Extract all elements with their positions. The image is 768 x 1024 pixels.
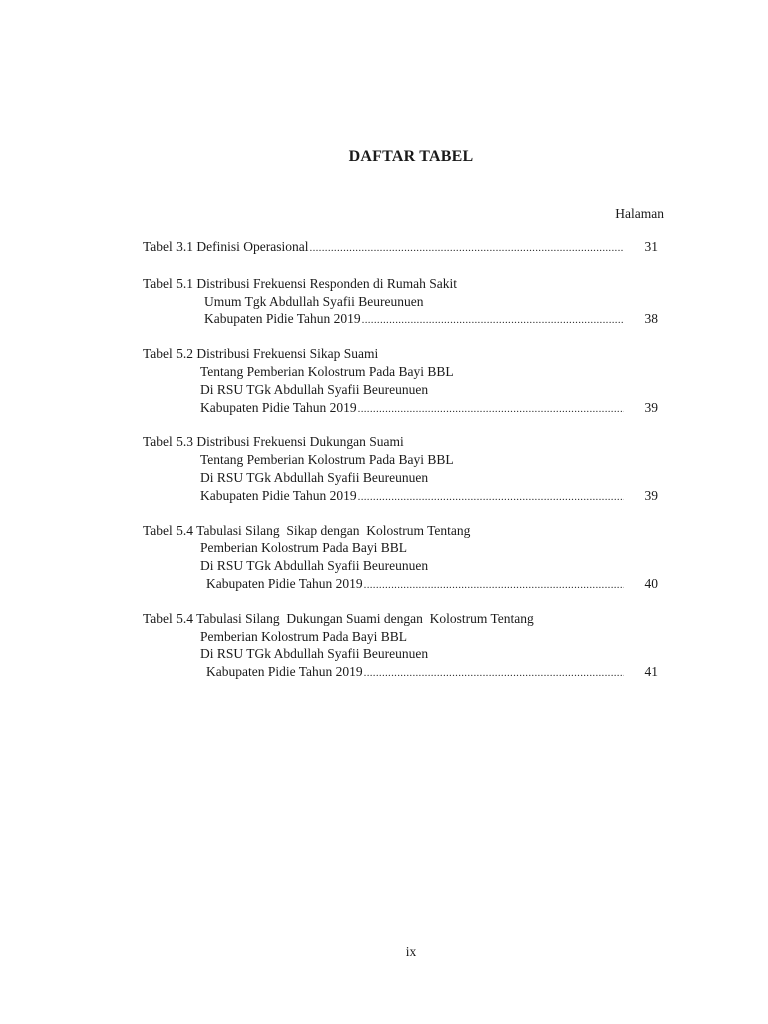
dot-leader — [358, 489, 624, 507]
toc-entry-text: Tentang Pemberian Kolostrum Pada Bayi BBL — [200, 363, 454, 379]
toc-entry — [143, 522, 658, 593]
toc-entry — [143, 610, 658, 681]
dot-leader — [364, 665, 624, 683]
toc-entry-text: Kabupaten Pidie Tahun 2019 — [206, 575, 363, 591]
toc-page-number: 40 — [644, 575, 658, 591]
table-of-contents — [143, 238, 658, 698]
page-column-header: Halaman — [615, 206, 664, 221]
toc-line — [143, 557, 658, 575]
dot-leader — [362, 312, 624, 330]
dot-leader — [310, 240, 624, 258]
toc-line — [143, 663, 658, 681]
toc-line — [143, 238, 658, 256]
toc-line — [143, 345, 658, 363]
toc-entry-text: Tabel 3.1 Definisi Operasional — [143, 239, 309, 254]
toc-line — [143, 310, 658, 328]
toc-entry-text: Umum Tgk Abdullah Syafii Beureunuen — [204, 293, 424, 309]
toc-entry-text: Di RSU TGk Abdullah Syafii Beureunuen — [200, 381, 429, 397]
toc-page-number: 39 — [644, 399, 658, 415]
toc-entry-text: Di RSU TGk Abdullah Syafii Beureunuen — [200, 558, 429, 574]
toc-entry — [143, 275, 658, 328]
footer-page-number: ix — [405, 944, 417, 959]
dot-leader — [364, 577, 624, 595]
toc-line — [143, 645, 658, 663]
toc-entry — [143, 345, 658, 416]
toc-entry-text: Di RSU TGk Abdullah Syafii Beureunuen — [200, 469, 429, 485]
toc-line — [143, 628, 658, 646]
toc-entry-text: Kabupaten Pidie Tahun 2019 — [206, 664, 363, 680]
toc-line — [143, 610, 658, 628]
toc-line — [143, 381, 658, 399]
toc-line — [143, 399, 658, 417]
toc-line — [143, 487, 658, 505]
toc-entry — [143, 433, 658, 504]
toc-entry-text: Tabel 5.3 Distribusi Frekuensi Dukungan Suami — [143, 434, 404, 450]
toc-entry-text: Di RSU TGk Abdullah Syafii Beureunuen — [200, 646, 429, 662]
toc-line — [143, 522, 658, 540]
toc-entry-text: Kabupaten Pidie Tahun 2019 — [204, 311, 361, 327]
toc-entry — [143, 238, 658, 256]
toc-entry-text: Tabel 5.4 Tabulasi Silang Sikap dengan Kolostrum Tentang — [143, 522, 471, 538]
dot-leader — [358, 401, 624, 419]
toc-entry-text: Tabel 5.2 Distribusi Frekuensi Sikap Suami — [143, 346, 379, 362]
toc-line — [143, 293, 658, 311]
toc-line — [143, 575, 658, 593]
toc-page-number: 31 — [644, 239, 658, 254]
toc-page-number: 39 — [644, 487, 658, 503]
toc-line — [143, 469, 658, 487]
toc-entry-text: Tentang Pemberian Kolostrum Pada Bayi BBL — [200, 452, 454, 468]
toc-line — [143, 275, 658, 293]
toc-entry-text: Tabel 5.1 Distribusi Frekuensi Responden di Rumah Sakit — [143, 275, 458, 291]
toc-line — [143, 363, 658, 381]
toc-entry-text: Pemberian Kolostrum Pada Bayi BBL — [200, 628, 407, 644]
toc-page-number: 38 — [644, 311, 658, 327]
toc-page-number: 41 — [644, 664, 658, 680]
page-title: DAFTAR TABEL — [348, 148, 474, 165]
toc-line — [143, 539, 658, 557]
toc-entry-text: Tabel 5.4 Tabulasi Silang Dukungan Suami dengan Kolostrum Tentang — [143, 610, 534, 626]
toc-entry-text: Pemberian Kolostrum Pada Bayi BBL — [200, 540, 407, 556]
toc-line — [143, 451, 658, 469]
toc-entry-text: Kabupaten Pidie Tahun 2019 — [200, 487, 357, 503]
toc-line — [143, 433, 658, 451]
toc-entry-text: Kabupaten Pidie Tahun 2019 — [200, 399, 357, 415]
